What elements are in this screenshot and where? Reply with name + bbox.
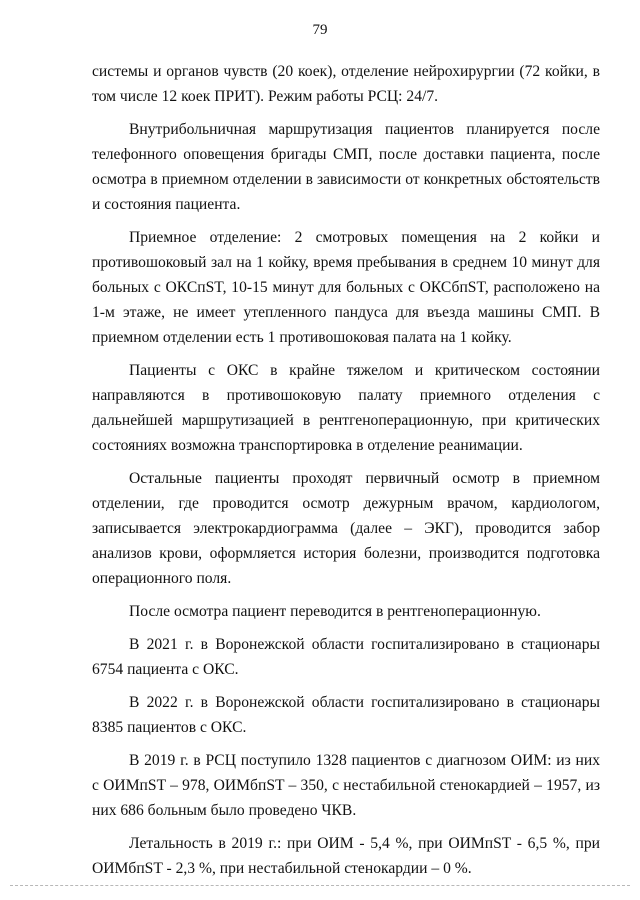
paragraph-admission-department: Приемное отделение: 2 смотровых помещения на 2 койки и противошоковый зал на 1 койку, время пребывания в среднем 10 минут для больных с ОКСпST, 10-15 минут для больных с ОКСбпST, расположено на 1-м этаже, не имеет утепленного пандуса для въезда машины СМП. В приемном отделении есть 1 противошоковая палата на 1 койку. bbox=[92, 229, 600, 346]
page-number: 79 bbox=[312, 22, 328, 38]
paragraph-after-exam: После осмотра пациент переводится в рентгеноперационную. bbox=[129, 603, 541, 620]
paragraph-continuation: системы и органов чувств (20 коек), отделение нейрохирургии (72 койки, в том числе 12 коек ПРИТ). Режим работы РСЦ: 24/7. bbox=[92, 63, 600, 105]
paragraph-stats-2021: В 2021 г. в Воронежской области госпитализировано в стационары 6754 пациента с ОКС. bbox=[92, 636, 600, 678]
paragraph-other-patients: Остальные пациенты проходят первичный осмотр в приемном отделении, где проводится осмотр дежурным врачом, кардиологом, записывается электрокардиограмма (далее – ЭКГ), проводится забор анализов крови, оформляется история болезни, производится подготовка операционного поля. bbox=[92, 470, 600, 587]
paragraph-routing: Внутрибольничная маршрутизация пациентов планируется после телефонного оповещения бригады СМП, после доставки пациента, после осмотра в приемном отделении в зависимости от конкретных обстоятельств и состояния пациента. bbox=[92, 121, 600, 213]
document-body bbox=[92, 59, 600, 889]
paragraph-stats-2019: В 2019 г. в РСЦ поступило 1328 пациентов с диагнозом ОИМ: из них с ОИМпST – 978, ОИМбпST – 350, с нестабильной стенокардией – 1957, из них 686 больным было проведено ЧКВ. bbox=[92, 752, 600, 819]
paragraph-critical-patients: Пациенты с ОКС в крайне тяжелом и критическом состоянии направляются в противошоковую палату приемного отделения с дальнейшей маршрутизацией в рентгеноперационную, при критических состояниях возможна транспортировка в отделение реанимации. bbox=[92, 362, 600, 454]
paragraph-mortality-2019: Летальность в 2019 г.: при ОИМ - 5,4 %, при ОИМпST - 6,5 %, при ОИМбпST - 2,3 %, при нестабильной стенокардии – 0 %. bbox=[92, 835, 600, 877]
footer-divider bbox=[10, 885, 630, 886]
paragraph-stats-2022: В 2022 г. в Воронежской области госпитализировано в стационары 8385 пациентов с ОКС. bbox=[92, 694, 600, 736]
